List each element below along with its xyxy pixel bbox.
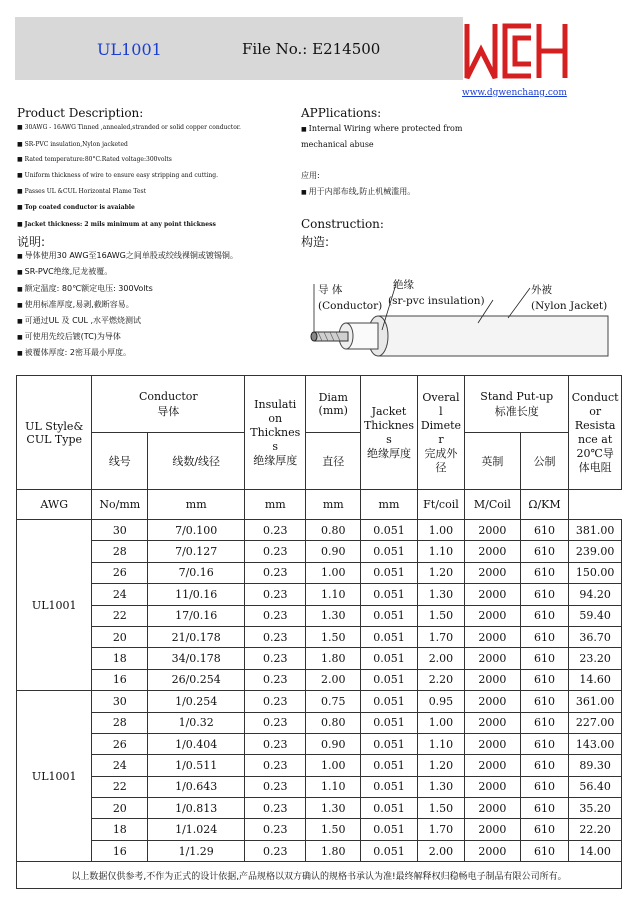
insulation-en-label: (sr-pvc insulation) — [388, 295, 485, 307]
table-cell: 0.051 — [361, 605, 418, 626]
table-cell: 1.10 — [306, 584, 361, 605]
table-cell: 0.80 — [306, 520, 361, 541]
table-cell: 610 — [520, 733, 569, 754]
description-title: Product Description: — [17, 106, 144, 120]
table-cell: 1.30 — [417, 776, 464, 797]
table-cell: 59.40 — [569, 605, 622, 626]
file-number: File No.: E214500 — [242, 40, 381, 58]
table-row — [17, 648, 622, 669]
table-cell: 1.70 — [417, 626, 464, 647]
table-cell: 34/0.178 — [148, 648, 245, 669]
table-cell: 20 — [92, 626, 148, 647]
table-cell: 0.051 — [361, 541, 418, 562]
table-cell: 1.70 — [417, 819, 464, 840]
website-link[interactable]: www.dgwenchang.com — [462, 88, 567, 98]
header-jacket: Jacket Thicknes s 绝缘厚度 — [361, 376, 418, 490]
table-row — [17, 605, 622, 626]
table-cell: 30 — [92, 691, 148, 712]
table-cell: 2000 — [465, 648, 520, 669]
table-cell: 1/1.29 — [148, 840, 245, 861]
app-line: ■ Internal Wiring where protected from — [301, 124, 462, 133]
table-cell: 0.80 — [306, 712, 361, 733]
table-row — [17, 562, 622, 583]
unit-m: M/Coil — [465, 490, 520, 520]
table-cell: 2.20 — [417, 669, 464, 690]
table-cell: 1.30 — [306, 798, 361, 819]
table-row — [17, 798, 622, 819]
table-cell: 1.10 — [417, 541, 464, 562]
table-cell: 0.23 — [245, 819, 306, 840]
table-cell: 227.00 — [569, 712, 622, 733]
table-cell: 0.23 — [245, 520, 306, 541]
table-cell: 0.051 — [361, 840, 418, 861]
table-cell: 610 — [520, 798, 569, 819]
table-cell: 610 — [520, 520, 569, 541]
table-cell: 0.051 — [361, 819, 418, 840]
table-cell: 1.00 — [306, 562, 361, 583]
construction-title: Construction: — [301, 217, 384, 231]
table-cell: 94.20 — [569, 584, 622, 605]
desc-item: ■ 30AWG - 16AWG Tinned ,annealed,stranded or solid copper conductor. — [17, 124, 241, 132]
table-cell: 0.051 — [361, 712, 418, 733]
desc-item: ■ Uniform thickness of wire to ensure easy stripping and cutting. — [17, 172, 218, 180]
table-cell: 14.60 — [569, 669, 622, 690]
desc-item: ■ SR-PVC insulation,Nylon jacketed — [17, 141, 128, 149]
table-cell: 610 — [520, 669, 569, 690]
table-cell: 0.23 — [245, 712, 306, 733]
table-cell: 2000 — [465, 798, 520, 819]
table-cell: 16 — [92, 840, 148, 861]
table-cell: 610 — [520, 776, 569, 797]
table-cell: 2000 — [465, 733, 520, 754]
table-cell: 610 — [520, 541, 569, 562]
table-cell: 0.23 — [245, 840, 306, 861]
shuoming-title: 说明: — [17, 235, 46, 249]
table-cell: 610 — [520, 584, 569, 605]
table-cell: 1.10 — [417, 733, 464, 754]
table-row — [17, 541, 622, 562]
table-cell: 1.50 — [417, 798, 464, 819]
table-cell: 0.23 — [245, 669, 306, 690]
table-cell: 2000 — [465, 520, 520, 541]
table-cell: 0.23 — [245, 626, 306, 647]
table-cell: 143.00 — [569, 733, 622, 754]
table-cell: 0.051 — [361, 733, 418, 754]
style-cell: UL1001 — [17, 691, 92, 862]
app-cn-title: 应用: — [301, 171, 320, 180]
table-cell: 16 — [92, 669, 148, 690]
header-putup: Stand Put-up 标准长度 — [465, 376, 569, 433]
cn-item: ■ 导体使用30 AWG至16AWG之间单股或绞线裸铜或镀锡铜。 — [17, 251, 238, 262]
app-cn-item: ■ 用于内部布线,防止机械滥用。 — [301, 187, 415, 198]
table-cell: 7/0.100 — [148, 520, 245, 541]
insulation-cn-label: 绝缘 — [393, 279, 414, 291]
table-cell: 23.20 — [569, 648, 622, 669]
table-cell: 610 — [520, 755, 569, 776]
table-cell: 1.00 — [417, 712, 464, 733]
table-cell: 1.80 — [306, 648, 361, 669]
table-cell: 0.90 — [306, 733, 361, 754]
table-row — [17, 691, 622, 712]
table-cell: 1/0.32 — [148, 712, 245, 733]
desc-item: ■ Top coated conductor is avaiable — [17, 204, 135, 212]
unit-strand: No/mm — [92, 490, 148, 520]
table-cell: 26 — [92, 733, 148, 754]
cn-item: ■ 额定温度: 80℃额定电压: 300Volts — [17, 284, 153, 295]
table-cell: 1.20 — [417, 562, 464, 583]
table-cell: 22.20 — [569, 819, 622, 840]
header-gauge: 线号 — [92, 433, 148, 490]
table-cell: 1.00 — [306, 755, 361, 776]
table-row — [17, 584, 622, 605]
table-cell: 11/0.16 — [148, 584, 245, 605]
table-cell: 1.50 — [306, 819, 361, 840]
table-cell: 1.80 — [306, 840, 361, 861]
table-cell: 2000 — [465, 691, 520, 712]
table-cell: 1.30 — [417, 584, 464, 605]
unit-resist: Ω/KM — [520, 490, 569, 520]
unit-overall: mm — [361, 490, 418, 520]
table-row — [17, 626, 622, 647]
jacket-cn-label: 外被 — [531, 284, 552, 296]
cn-item: ■ 可通过UL 及 CUL ,水平燃烧测试 — [17, 316, 141, 327]
applications-title: APPlications: — [301, 106, 382, 120]
table-cell: 0.90 — [306, 541, 361, 562]
table-cell: 0.23 — [245, 541, 306, 562]
table-cell: 35.20 — [569, 798, 622, 819]
unit-ft: Ft/coil — [417, 490, 464, 520]
cn-item: ■ 被覆体厚度: 2密耳最小厚度。 — [17, 348, 131, 359]
desc-item: ■ Rated temperature:80°C.Rated voltage:300volts — [17, 156, 172, 164]
table-cell: 18 — [92, 819, 148, 840]
table-cell: 239.00 — [569, 541, 622, 562]
table-cell: 610 — [520, 712, 569, 733]
table-cell: 24 — [92, 755, 148, 776]
table-cell: 89.30 — [569, 755, 622, 776]
app-line: mechanical abuse — [301, 140, 374, 149]
table-cell: 0.23 — [245, 648, 306, 669]
table-cell: 7/0.127 — [148, 541, 245, 562]
header-strand: 线数/线径 — [148, 433, 245, 490]
desc-item: ■ Jacket thickness: 2 mils minimum at any point thickness — [17, 221, 216, 229]
table-cell: 0.95 — [417, 691, 464, 712]
table-cell: 381.00 — [569, 520, 622, 541]
table-cell: 1.30 — [306, 605, 361, 626]
table-cell: 0.051 — [361, 626, 418, 647]
table-cell: 150.00 — [569, 562, 622, 583]
table-cell: 26/0.254 — [148, 669, 245, 690]
table-cell: 36.70 — [569, 626, 622, 647]
table-cell: 610 — [520, 691, 569, 712]
table-cell: 7/0.16 — [148, 562, 245, 583]
header-m: 公制 — [520, 433, 569, 490]
header-ft: 英制 — [465, 433, 520, 490]
table-cell: 2.00 — [417, 840, 464, 861]
table-cell: 0.051 — [361, 776, 418, 797]
table-row — [17, 669, 622, 690]
table-cell: 30 — [92, 520, 148, 541]
table-cell: 2000 — [465, 819, 520, 840]
conductor-en-label: (Conductor) — [318, 300, 383, 312]
table-cell: 2000 — [465, 776, 520, 797]
table-cell: 361.00 — [569, 691, 622, 712]
table-row — [17, 776, 622, 797]
table-cell: 1/1.024 — [148, 819, 245, 840]
table-cell: 56.40 — [569, 776, 622, 797]
table-cell: 17/0.16 — [148, 605, 245, 626]
table-cell: 20 — [92, 798, 148, 819]
table-cell: 28 — [92, 712, 148, 733]
table-cell: 2.00 — [417, 648, 464, 669]
cable-diagram — [308, 278, 618, 370]
cn-item: ■ 使用标准厚度,易剥,截断容易。 — [17, 300, 134, 311]
table-cell: 1/0.643 — [148, 776, 245, 797]
table-cell: 2000 — [465, 712, 520, 733]
header-style: UL Style& CUL Type — [17, 376, 92, 490]
unit-gauge: AWG — [17, 490, 92, 520]
construction-cn-title: 构造: — [301, 235, 330, 249]
unit-insul: mm — [148, 490, 245, 520]
style-cell: UL1001 — [17, 520, 92, 691]
table-cell: 0.23 — [245, 584, 306, 605]
table-cell: 0.23 — [245, 798, 306, 819]
table-cell: 0.051 — [361, 755, 418, 776]
header-resistance: Conduct or Resista nce at 20℃导 体电阻 — [569, 376, 622, 490]
table-cell: 0.23 — [245, 562, 306, 583]
table-cell: 0.051 — [361, 669, 418, 690]
table-cell: 2000 — [465, 626, 520, 647]
table-cell: 0.051 — [361, 562, 418, 583]
table-cell: 0.23 — [245, 776, 306, 797]
table-cell: 1/0.254 — [148, 691, 245, 712]
table-cell: 26 — [92, 562, 148, 583]
conductor-cn-label: 导 体 — [318, 284, 343, 296]
jacket-en-label: (Nylon Jacket) — [531, 300, 608, 312]
header-diam-cn: 直径 — [306, 433, 361, 490]
table-cell: 0.23 — [245, 733, 306, 754]
model-title: UL1001 — [97, 40, 162, 59]
table-row — [17, 733, 622, 754]
table-cell: 610 — [520, 819, 569, 840]
table-cell: 2.00 — [306, 669, 361, 690]
table-cell: 21/0.178 — [148, 626, 245, 647]
table-cell: 0.051 — [361, 648, 418, 669]
cn-item: ■ 可使用先绞后镀(TC)为导体 — [17, 332, 121, 343]
table-cell: 24 — [92, 584, 148, 605]
header-insulation: Insulati on Thicknes s 绝缘厚度 — [245, 376, 306, 490]
table-cell: 2000 — [465, 755, 520, 776]
company-logo — [463, 20, 569, 82]
header-conductor: Conductor 导体 — [92, 376, 245, 433]
table-cell: 610 — [520, 648, 569, 669]
table-cell: 1.20 — [417, 755, 464, 776]
table-row — [17, 819, 622, 840]
table-cell: 2000 — [465, 584, 520, 605]
header-overall: Overal l Dimete r 完成外 径 — [417, 376, 464, 490]
table-cell: 2000 — [465, 605, 520, 626]
desc-item: ■ Passes UL &CUL Horizontal Flame Test — [17, 188, 146, 196]
table-cell: 0.23 — [245, 755, 306, 776]
table-cell: 1/0.511 — [148, 755, 245, 776]
unit-diam: mm — [245, 490, 306, 520]
table-row — [17, 712, 622, 733]
table-row — [17, 840, 622, 861]
cn-item: ■ SR-PVC绝缘,尼龙被覆。 — [17, 267, 112, 278]
table-cell: 610 — [520, 840, 569, 861]
table-cell: 0.23 — [245, 605, 306, 626]
table-cell: 28 — [92, 541, 148, 562]
table-row — [17, 755, 622, 776]
table-cell: 0.051 — [361, 520, 418, 541]
table-cell: 0.051 — [361, 798, 418, 819]
table-cell: 1/0.813 — [148, 798, 245, 819]
table-cell: 0.051 — [361, 584, 418, 605]
table-cell: 0.75 — [306, 691, 361, 712]
table-cell: 18 — [92, 648, 148, 669]
table-cell: 2000 — [465, 562, 520, 583]
table-footer-note: 以上数据仅供参考,不作为正式的设计依据,产品规格以双方确认的规格书承认为准!最终解释权归稳畅电子制品有限公司所有。 — [17, 862, 622, 889]
table-cell: 14.00 — [569, 840, 622, 861]
table-cell: 1.50 — [306, 626, 361, 647]
unit-jacket: mm — [306, 490, 361, 520]
table-cell: 610 — [520, 605, 569, 626]
header-diam: Diam (mm) — [306, 376, 361, 433]
header-bar — [15, 17, 463, 80]
table-cell: 0.051 — [361, 691, 418, 712]
table-cell: 1.10 — [306, 776, 361, 797]
table-cell: 610 — [520, 626, 569, 647]
spec-table — [16, 375, 622, 889]
table-cell: 1.00 — [417, 520, 464, 541]
table-cell: 2000 — [465, 669, 520, 690]
table-cell: 0.23 — [245, 691, 306, 712]
table-cell: 1/0.404 — [148, 733, 245, 754]
table-cell: 1.50 — [417, 605, 464, 626]
table-cell: 22 — [92, 605, 148, 626]
table-cell: 22 — [92, 776, 148, 797]
table-row — [17, 520, 622, 541]
table-cell: 2000 — [465, 840, 520, 861]
table-cell: 2000 — [465, 541, 520, 562]
table-cell: 610 — [520, 562, 569, 583]
